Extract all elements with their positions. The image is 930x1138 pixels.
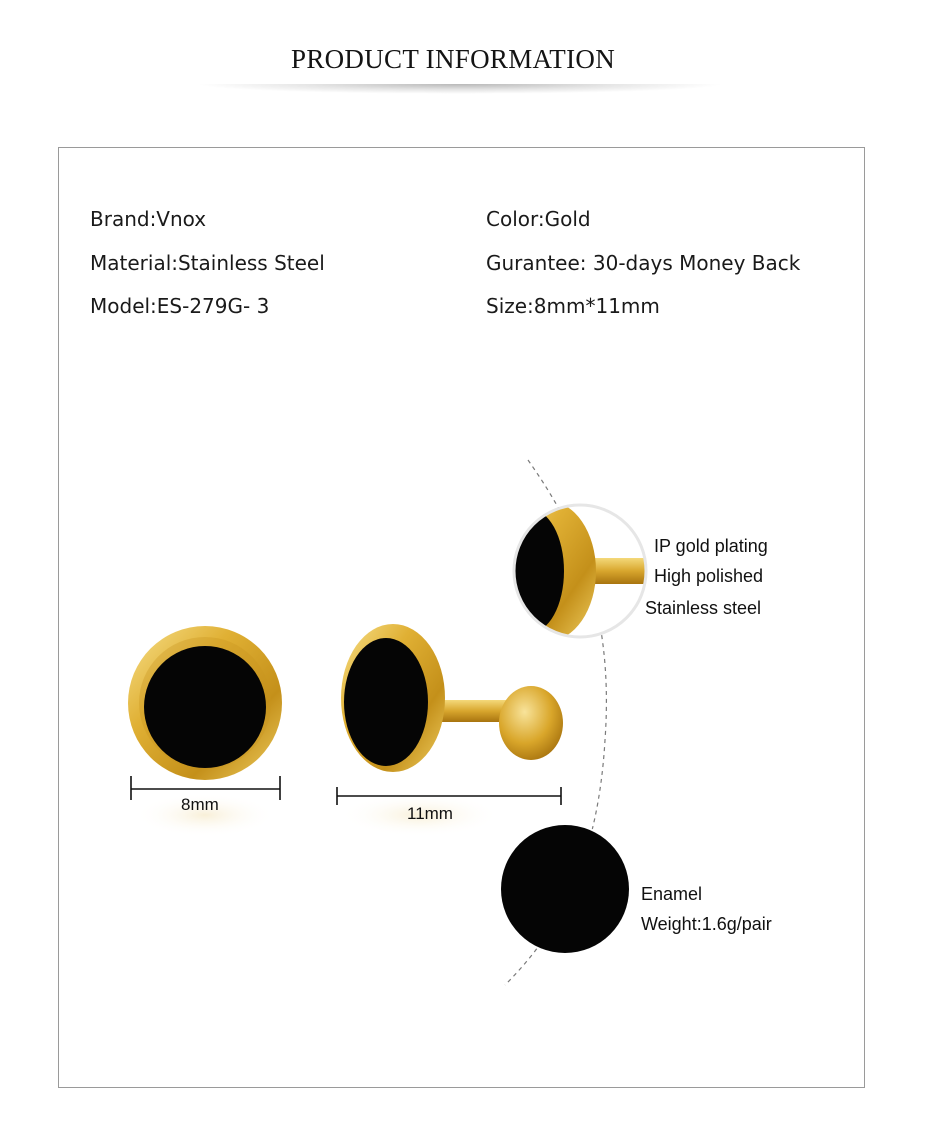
callout-enamel-1: Enamel xyxy=(641,884,703,904)
callout-plating-3: Stainless steel xyxy=(645,598,762,618)
spec-model: Model:ES-279G- 3 xyxy=(90,294,270,318)
dimension-label-11mm: 11mm xyxy=(407,804,453,823)
callout-enamel-2: Weight:1.6g/pair xyxy=(641,914,772,934)
zoom-detail-plating xyxy=(496,501,655,641)
spec-brand: Brand:Vnox xyxy=(90,207,207,231)
spec-size: Size:8mm*11mm xyxy=(486,294,660,318)
dimension-label-8mm: 8mm xyxy=(181,795,219,814)
page-title: PRODUCT INFORMATION xyxy=(291,44,615,74)
spec-guarantee: Gurantee: 30-days Money Back xyxy=(486,251,801,275)
callout-plating-2: High polished xyxy=(654,566,764,586)
spec-material: Material:Stainless Steel xyxy=(90,251,325,275)
spec-color: Color:Gold xyxy=(486,207,591,231)
zoom-detail-enamel xyxy=(499,823,631,955)
callout-plating-1: IP gold plating xyxy=(654,536,768,556)
